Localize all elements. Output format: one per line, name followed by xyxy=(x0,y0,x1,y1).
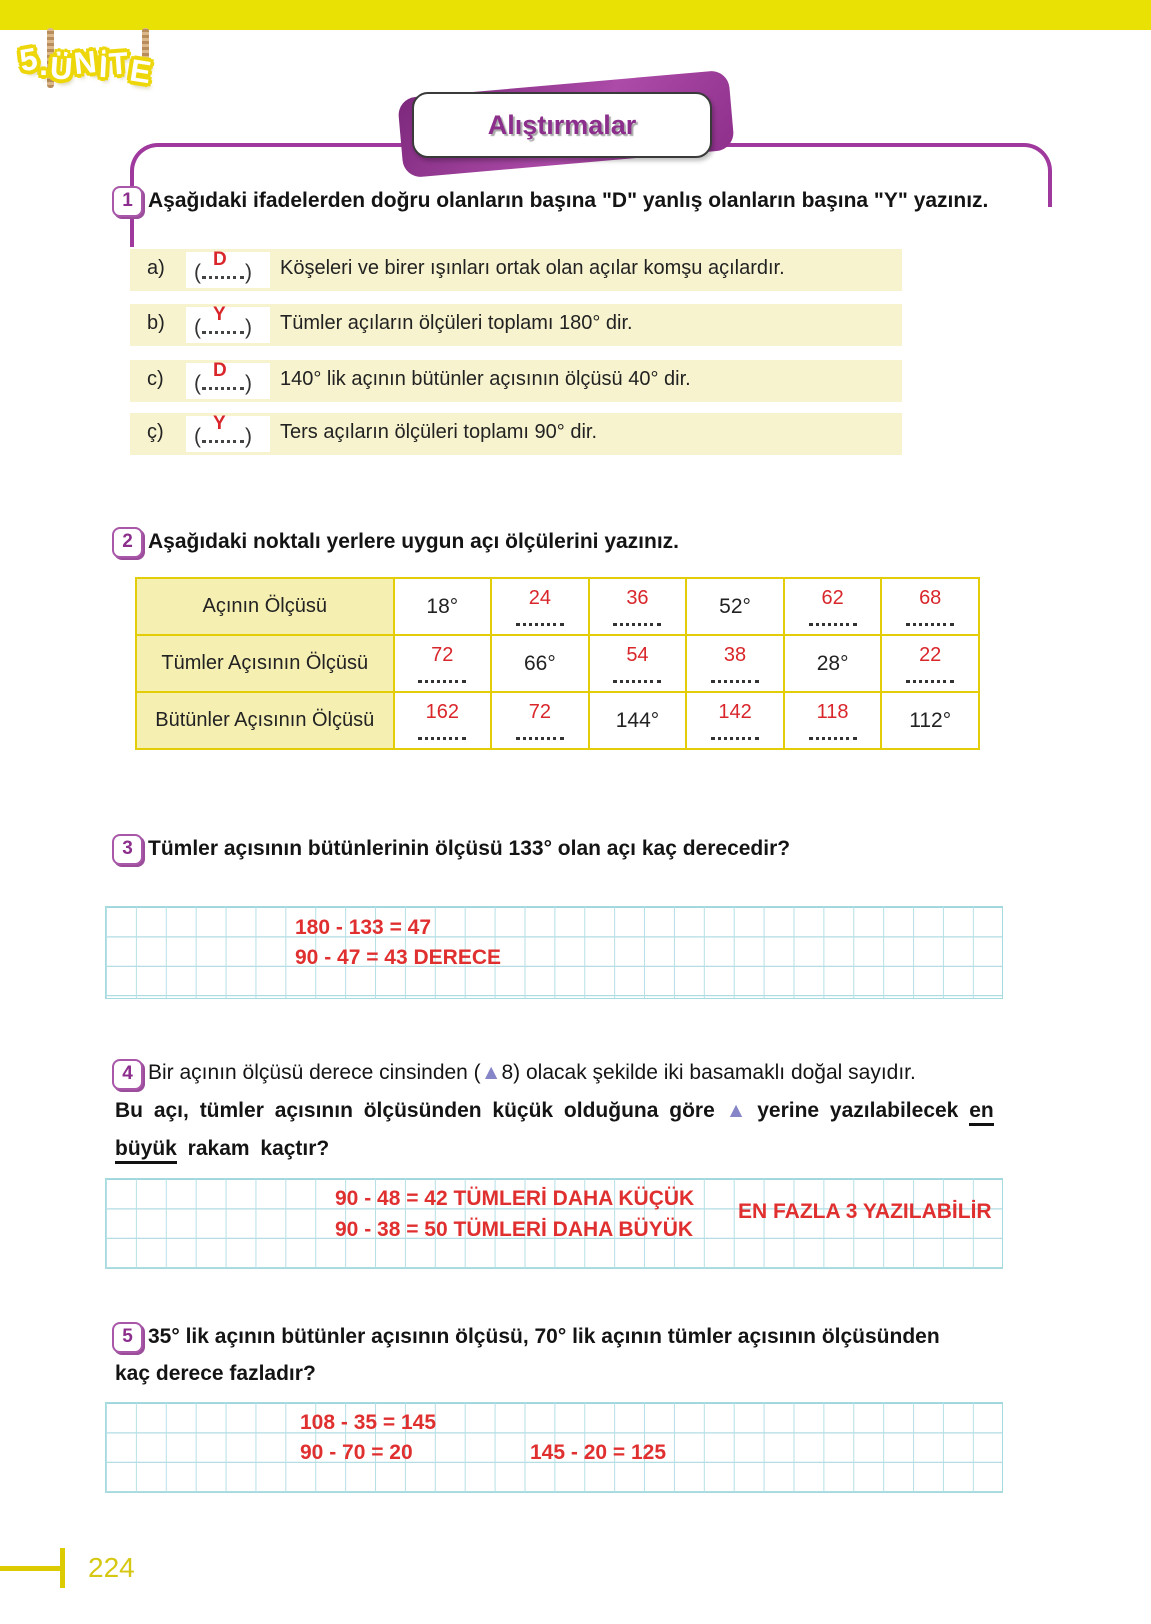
table-row xyxy=(136,635,979,692)
dotted-blank xyxy=(613,672,661,683)
question-2-title: Aşağıdaki noktalı yerlere uygun açı ölçülerini yazınız. xyxy=(148,530,680,553)
table-row-header: Tümler Açısının Ölçüsü xyxy=(136,635,394,692)
dotted-blank xyxy=(809,729,857,740)
statement-text: Tümler açıların ölçüleri toplamı 180° dir. xyxy=(280,312,633,334)
question-5-badge: 5 xyxy=(112,1322,143,1353)
footer-accent-tick xyxy=(60,1548,65,1588)
handwritten-answer: 22 xyxy=(919,643,942,666)
underlined-word: en xyxy=(969,1099,994,1126)
statement-label: c) xyxy=(147,368,164,390)
handwritten-answer: 54 xyxy=(626,643,649,666)
table-cell: 144° xyxy=(589,692,687,749)
dotted-blank xyxy=(202,249,244,279)
question-2-badge: 2 xyxy=(112,527,143,558)
exercises-banner xyxy=(412,92,712,158)
table-cell xyxy=(589,578,687,635)
handwritten-answer: 72 xyxy=(528,700,551,723)
top-yellow-bar xyxy=(0,0,1151,30)
handwritten-answer: Y xyxy=(213,304,226,325)
handwritten-answer: 142 xyxy=(718,700,752,723)
table-row-header: Açının Ölçüsü xyxy=(136,578,394,635)
question-3-title: Tümler açısının bütünlerinin ölçüsü 133° olan açı kaç derecedir? xyxy=(148,837,791,860)
table-row xyxy=(136,578,979,635)
statement-label: b) xyxy=(147,312,165,334)
unit-5-logo: 5.ÜNİTE xyxy=(17,40,156,91)
question-4-line-3: büyük rakam kaçtır? xyxy=(115,1137,1011,1161)
statement-row-a xyxy=(130,249,902,291)
table-cell xyxy=(394,692,492,749)
dotted-blank xyxy=(906,615,954,626)
table-cell: 66° xyxy=(491,635,589,692)
table-cell xyxy=(784,692,882,749)
statement-text: 140° lik açının bütünler açısının ölçüsü 40° dir. xyxy=(280,368,691,390)
dotted-blank xyxy=(418,729,466,740)
handwritten-answer: Y xyxy=(213,413,226,434)
work-line: 145 - 20 = 125 xyxy=(530,1441,667,1464)
statement-row-cedilla xyxy=(130,413,902,455)
dotted-blank xyxy=(906,672,954,683)
banner-title: Alıştırmalar xyxy=(487,109,637,140)
answer-blank: ( D ) xyxy=(186,363,270,399)
handwritten-answer: 24 xyxy=(528,586,551,609)
table-cell xyxy=(491,692,589,749)
table-cell xyxy=(686,635,784,692)
dotted-blank xyxy=(202,413,244,443)
question-4-badge: 4 xyxy=(112,1059,143,1090)
table-cell: 18° xyxy=(394,578,492,635)
handwritten-answer: 118 xyxy=(816,700,849,723)
work-line: 90 - 47 = 43 DERECE xyxy=(295,946,502,969)
question-5-title-line-2: kaç derece fazladır? xyxy=(115,1362,316,1385)
work-line: 108 - 35 = 145 xyxy=(300,1411,437,1434)
question-1-badge: 1 xyxy=(112,186,143,217)
dotted-blank xyxy=(711,672,759,683)
question-4-line-2: Bu açı, tümler açısının ölçüsünden küçük olduğuna göre ▲ yerine yazılabilecek en xyxy=(115,1099,1011,1123)
table-row-header: Bütünler Açısının Ölçüsü xyxy=(136,692,394,749)
table-cell xyxy=(491,578,589,635)
dotted-blank xyxy=(418,672,466,683)
question-4-line-1: Bir açının ölçüsü derece cinsinden (▲8) olacak şekilde iki basamaklı doğal sayıdır. xyxy=(148,1061,916,1084)
table-cell: 52° xyxy=(686,578,784,635)
handwritten-answer: D xyxy=(213,249,227,270)
question-1-title: Aşağıdaki ifadelerden doğru olanların başına "D" yanlış olanların başına "Y" yazınız. xyxy=(148,189,989,212)
dotted-blank xyxy=(613,615,661,626)
handwritten-answer: 36 xyxy=(626,586,649,609)
dotted-blank xyxy=(809,615,857,626)
answer-grid-q3 xyxy=(105,906,1003,999)
statement-text: Ters açıların ölçüleri toplamı 90° dir. xyxy=(280,421,598,443)
dotted-blank xyxy=(202,360,244,390)
dotted-blank xyxy=(711,729,759,740)
table-cell xyxy=(881,635,979,692)
table-cell xyxy=(394,635,492,692)
work-line: 90 - 38 = 50 TÜMLERİ DAHA BÜYÜK xyxy=(335,1218,694,1241)
dotted-blank xyxy=(516,729,564,740)
page-number: 224 xyxy=(88,1552,135,1583)
handwritten-answer: 68 xyxy=(919,586,942,609)
work-note: EN FAZLA 3 YAZILABİLİR xyxy=(738,1200,992,1223)
table-row xyxy=(136,692,979,749)
frame-border-right xyxy=(704,143,1052,207)
work-line: 90 - 70 = 20 xyxy=(300,1441,413,1464)
work-line: 90 - 48 = 42 TÜMLERİ DAHA KÜÇÜK xyxy=(335,1187,695,1210)
dotted-blank xyxy=(516,615,564,626)
table-cell xyxy=(881,578,979,635)
question-5-title-line-1: 35° lik açının bütünler açısının ölçüsü, 70° lik açının tümler açısının ölçüsünden xyxy=(148,1325,940,1348)
handwritten-answer: 72 xyxy=(431,643,454,666)
handwritten-answer: 62 xyxy=(821,586,844,609)
handwritten-answer: 162 xyxy=(425,700,459,723)
answer-blank: ( Y ) xyxy=(186,416,270,452)
statement-row-b xyxy=(130,304,902,346)
underlined-word: büyük xyxy=(115,1137,177,1164)
table-cell: 112° xyxy=(881,692,979,749)
statement-row-c xyxy=(130,360,902,402)
statement-label: a) xyxy=(147,257,165,279)
footer-accent-line xyxy=(0,1566,60,1571)
statement-text: Köşeleri ve birer ışınları ortak olan açılar komşu açılardır. xyxy=(280,257,785,279)
question-3-badge: 3 xyxy=(112,834,143,865)
handwritten-answer: 38 xyxy=(723,643,747,666)
frame-border-left xyxy=(130,143,428,247)
table-cell xyxy=(589,635,687,692)
triangle-placeholder-icon: ▲ xyxy=(480,1061,502,1084)
table-cell: 28° xyxy=(784,635,882,692)
angle-measures-table xyxy=(135,577,980,750)
table-cell xyxy=(686,692,784,749)
answer-blank: ( D ) xyxy=(186,252,270,288)
statement-label: ç) xyxy=(147,421,164,443)
table-cell xyxy=(784,578,882,635)
triangle-placeholder-icon: ▲ xyxy=(725,1099,747,1122)
work-line: 180 - 133 = 47 xyxy=(295,916,432,939)
dotted-blank xyxy=(202,304,244,334)
answer-blank: ( Y ) xyxy=(186,307,270,343)
handwritten-answer: D xyxy=(213,360,227,381)
